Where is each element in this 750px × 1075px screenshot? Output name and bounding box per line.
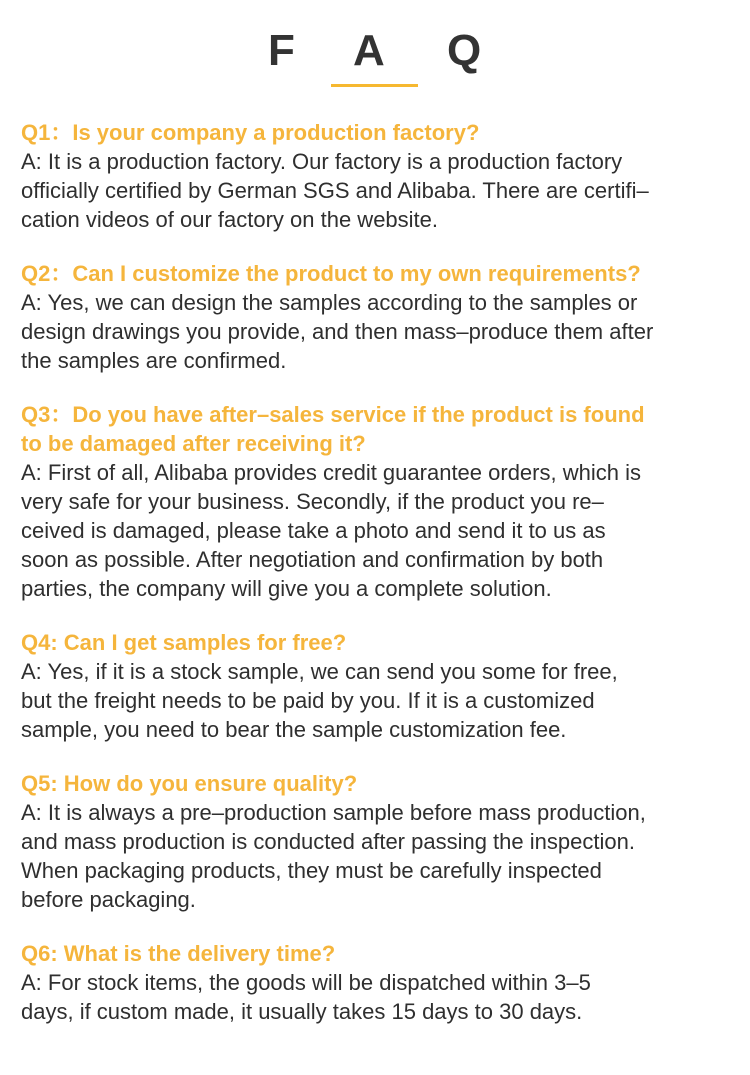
faq-item-2 [21,259,741,375]
faq-question-2: Q2：Can I customize the product to my own requirements? [21,261,641,286]
faq-question-5: Q5: How do you ensure quality? [21,771,358,796]
faq-item-4 [21,628,741,744]
title-letter-q: Q [447,26,482,75]
title-letter-a: A [353,26,385,75]
faq-answer-6: A: For stock items, the goods will be dispatched within 3–5 days, if custom made, it usually takes 15 days to 30 days. [21,970,591,1024]
title-letter-f: F [268,26,295,75]
title-underline [331,84,418,87]
faq-answer-1: A: It is a production factory. Our factory is a production factory officially certified by German SGS and Alibaba. There are certifi– cation videos of our factory on the website. [21,149,649,232]
faq-answer-5: A: It is always a pre–production sample before mass production, and mass production is conducted after passing the inspection. When packaging products, they must be carefully inspected before packaging. [21,800,646,912]
faq-item-6 [21,939,741,1026]
faq-answer-3: A: First of all, Alibaba provides credit guarantee orders, which is very safe for your business. Secondly, if the product you re– ceived is damaged, please take a photo and send it to us as soon as possible. After negotiation and confirmation by both parties, the company will give you a complete solution. [21,460,641,601]
faq-answer-2: A: Yes, we can design the samples according to the samples or design drawings you provide, and then mass–produce them after the samples are confirmed. [21,290,654,373]
faq-list [21,118,741,1051]
faq-question-3: Q3：Do you have after–sales service if the product is found to be damaged after receiving it? [21,402,645,456]
faq-item-3 [21,400,741,603]
faq-item-1 [21,118,741,234]
faq-header [0,18,750,88]
faq-item-5 [21,769,741,914]
faq-question-1: Q1：Is your company a production factory? [21,120,480,145]
faq-answer-4: A: Yes, if it is a stock sample, we can send you some for free, but the freight needs to be paid by you. If it is a customized sample, you need to bear the sample customization fee. [21,659,618,742]
faq-question-6: Q6: What is the delivery time? [21,941,336,966]
faq-question-4: Q4: Can I get samples for free? [21,630,347,655]
